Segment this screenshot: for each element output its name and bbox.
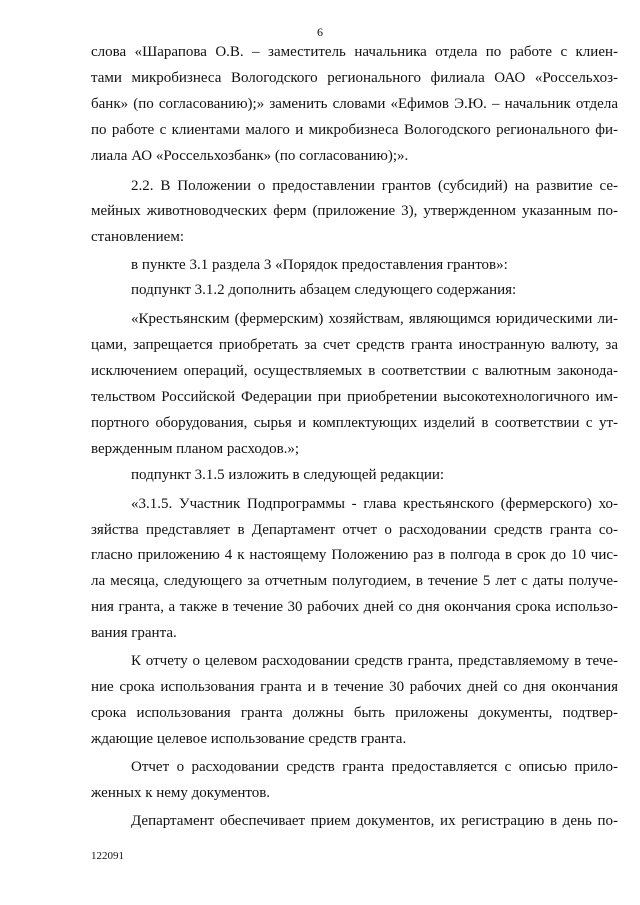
text-line: срока использования гранта должны быть приложены документы, подтвер- [91, 705, 618, 721]
text-line: гласно приложению 4 к настоящему Положению раз в полгода в срок до 10 чис- [91, 547, 618, 563]
text-line: мейных животноводческих ферм (приложение 3), утвержденном указанным по- [91, 203, 618, 219]
text-line: Департамент обеспечивает прием документов, их регистрацию в день по- [131, 813, 618, 829]
text-line: в пункте 3.1 раздела 3 «Порядок предоставления грантов»: [131, 257, 508, 273]
text-line: подпункт 3.1.5 изложить в следующей редакции: [131, 467, 445, 483]
text-line: подпункт 3.1.2 дополнить абзацем следующего содержания: [131, 282, 517, 298]
text-line: ние срока использования гранта и в течение 30 рабочих дней со дня окончания [91, 679, 618, 695]
document-code: 122091 [91, 850, 124, 862]
text-line: цами, запрещается приобретать за счет средств гранта иностранную валюту, за [91, 337, 618, 353]
text-line: тельством Российской Федерации при приобретении высокотехнологичного им- [91, 389, 618, 405]
text-line: зяйства представляет в Департамент отчет о расходовании средств гранта со- [91, 522, 618, 538]
text-line: лиала АО «Россельхозбанк» (по согласованию);». [91, 148, 409, 164]
text-line: ждающие целевое использование средств гранта. [91, 731, 407, 747]
text-line: «Крестьянским (фермерским) хозяйствам, являющимся юридическими ли- [131, 311, 618, 327]
text-line: 2.2. В Положении о предоставлении грантов (субсидий) на развитие се- [131, 178, 618, 194]
text-line: вания гранта. [91, 625, 177, 641]
text-line: слова «Шарапова О.В. – заместитель начальника отдела по работе с клиен- [91, 44, 618, 60]
text-line: тами микробизнеса Вологодского регионального филиала ОАО «Россельхоз- [91, 70, 618, 86]
text-line: ния гранта, а также в течение 30 рабочих дней со дня окончания срока использо- [91, 599, 618, 615]
text-line: К отчету о целевом расходовании средств гранта, представляемому в тече- [131, 653, 618, 669]
text-line: Отчет о расходовании средств гранта предоставляется с описью прило- [131, 759, 618, 775]
text-line: исключением операций, осуществляемых в соответствии с валютным законода- [91, 363, 618, 379]
text-line: вержденным планом расходов.»; [91, 441, 300, 457]
text-line: женных к нему документов. [91, 785, 271, 801]
text-line: «3.1.5. Участник Подпрограммы - глава крестьянского (фермерского) хо- [131, 496, 618, 512]
text-line: становлением: [91, 229, 184, 245]
page-number: 6 [317, 25, 323, 39]
text-line: по работе с клиентами малого и микробизнеса Вологодского регионального фи- [91, 122, 618, 138]
text-line: портного оборудования, сырья и комплектующих изделий в соответствии с ут- [91, 415, 618, 431]
text-line: ла месяца, следующего за отчетным полугодием, в течение 5 лет с даты получе- [91, 573, 618, 589]
text-line: банк» (по согласованию);» заменить словами «Ефимов Э.Ю. – начальник отдела [91, 96, 618, 112]
